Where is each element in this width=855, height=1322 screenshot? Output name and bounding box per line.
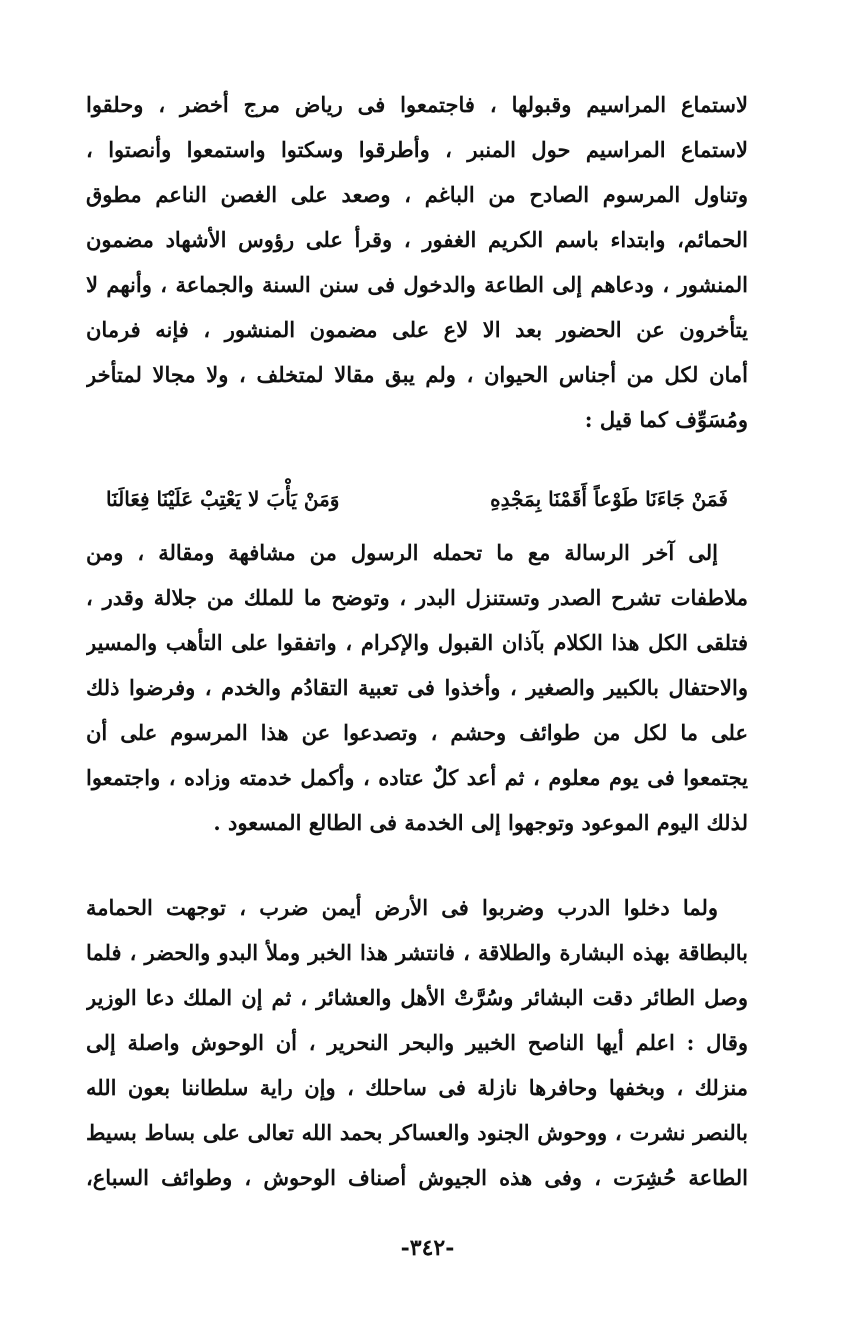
paragraph-3-line: وقال : اعلم أيها الناصح الخبير والبحر النحرير ، أن الوحوش واصلة إلى: [86, 1030, 748, 1055]
paragraph-2-line: على ما لكل من طوائف وحشم ، وتصدعوا عن هذا المرسوم على أن: [86, 720, 748, 745]
paragraph-1-line: وتناول المرسوم الصادح من الباغم ، وصعد على الغصن الناعم مطوق: [86, 182, 748, 207]
paragraph-3-line: وصل الطائر دقت البشائر وسُرَّتْ الأهل والعشائر ، ثم إن الملك دعا الوزير: [86, 985, 748, 1010]
paragraph-2-line: يجتمعوا فى يوم معلوم ، ثم أعد كلٌ عتاده ، وأكمل خدمته وزاده ، واجتمعوا: [86, 765, 748, 790]
paragraph-1-line: لاستماع المراسيم وقبولها ، فاجتمعوا فى رياض مرج أخضر ، وحلقوا: [86, 92, 748, 117]
paragraph-2-line: لذلك اليوم الموعود وتوجهوا إلى الخدمة فى الطالع المسعود .: [213, 810, 748, 835]
paragraph-2-line: إلى آخر الرسالة مع ما تحمله الرسول من مشافهة ومقالة ، ومن: [86, 540, 718, 565]
paragraph-1: [86, 82, 748, 442]
paragraph-3-line: ولما دخلوا الدرب وضربوا فى الأرض أيمن ضرب ، توجهت الحمامة: [86, 895, 718, 920]
paragraph-2-line: فتلقى الكل هذا الكلام بآذان القبول والإكرام ، واتفقوا على التأهب والمسير: [86, 630, 748, 655]
paragraph-2-line: ملاطفات تشرح الصدر وتستنزل البدر ، وتوضح ما للملك من جلالة وقدر ،: [86, 585, 748, 610]
paragraph-3-line: منزلك ، وبخفها وحافرها نازلة فى ساحلك ، وإن راية سلطاننا بعون الله: [86, 1075, 748, 1100]
paragraph-2-line: والاحتفال بالكبير والصغير ، وأخذوا فى تعبية التقادُم والخدم ، وفرضوا ذلك: [86, 675, 748, 700]
paragraph-1-line: ومُسَوِّف كما قيل :: [584, 407, 748, 432]
paragraph-1-line: المنشور ، ودعاهم إلى الطاعة والدخول فى سنن السنة والجماعة ، وأنهم لا: [86, 272, 748, 297]
paragraph-3-line: بالبطاقة بهذه البشارة والطلاقة ، فانتشر هذا الخبر وملأ البدو والحضر ، فلما: [86, 940, 748, 965]
paragraph-3-line: الطاعة حُشِرَت ، وفى هذه الجيوش أصناف الوحوش ، وطوائف السباع،: [86, 1165, 748, 1190]
paragraph-3-line: بالنصر نشرت ، ووحوش الجنود والعساكر بحمد الله تعالى على بساط بسيط: [86, 1120, 748, 1145]
paragraph-1-line: يتأخرون عن الحضور بعد الا لاع على مضمون المنشور ، فإنه فرمان: [86, 317, 748, 342]
verse-first-hemistich: فَمَنْ جَاءَنَا طَوْعاً أَقَمْنَا بِمَجْدِهِ: [490, 487, 728, 511]
verse-second-hemistich: وَمَنْ يَأْبَ لا يَعْتِبْ عَلَيْنَا فِعَالَنَا: [106, 487, 340, 511]
paragraph-3: [86, 885, 748, 1200]
paragraph-1-line: لاستماع المراسيم حول المنبر ، وأطرقوا وسكتوا واستمعوا وأنصتوا ،: [86, 137, 748, 162]
page-number: -٣٤٢-: [400, 1235, 455, 1261]
paragraph-1-line: الحمائم، وابتداء باسم الكريم الغفور ، وقرأ على رؤوس الأشهاد مضمون: [86, 227, 748, 252]
paragraph-1-line: أمان لكل من أجناس الحيوان ، ولم يبق مقالا لمتخلف ، ولا مجالا لمتأخر: [86, 362, 748, 387]
paragraph-2: [86, 530, 748, 845]
poem-verse: [86, 474, 748, 524]
